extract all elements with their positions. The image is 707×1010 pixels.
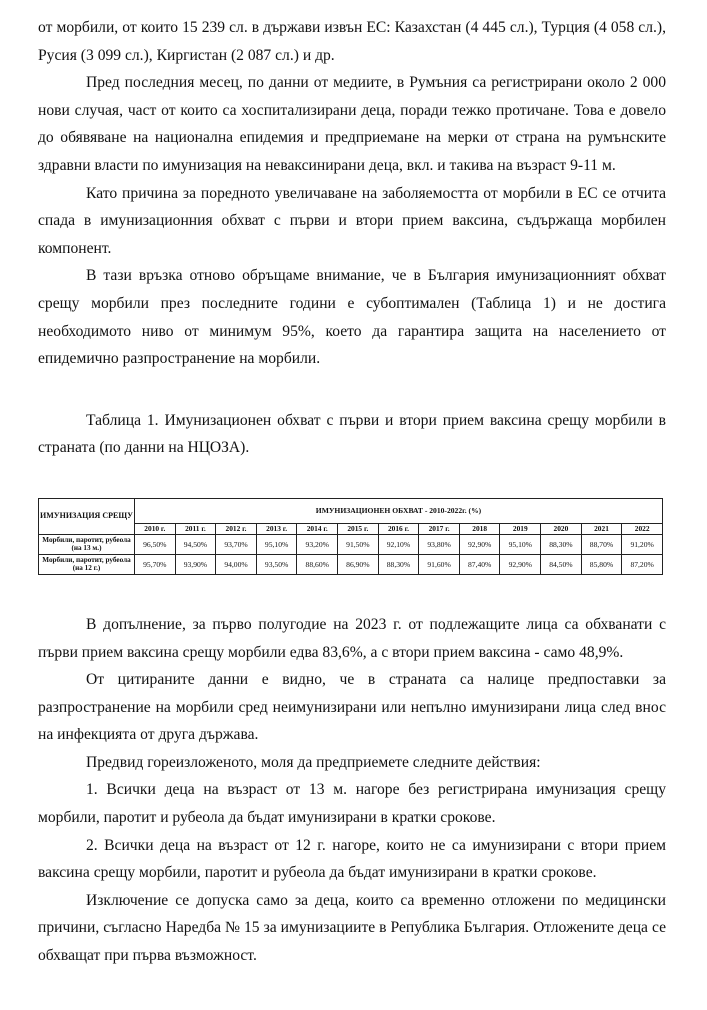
paragraph-risk: От цитираните данни е видно, че в страната са налице предпоставки за разпространение на морбили сред неимунизирани или непълно имунизирани лица след внос на инфекцията от друга държава. xyxy=(38,671,666,744)
group-header: ИМУНИЗАЦИОНЕН ОБХВАТ - 2010-2022г. (%) xyxy=(135,498,663,523)
table-cell: 88,60% xyxy=(297,554,338,574)
table-cell: 94,50% xyxy=(175,534,216,554)
paragraph-cause: Като причина за поредното увеличаване на заболяемостта от морбили в ЕС се отчита спада в имунизационния обхват с първи и втори прием ваксина, съдържаща морбилен компонент. xyxy=(38,184,666,257)
table-cell: 93,80% xyxy=(419,534,460,554)
action-item-1: 1. Всички деца на възраст от 13 м. нагоре без регистрирана имунизация срещу морбили, паротит и рубеола да бъдат имунизирани в кратки срокове. xyxy=(38,781,666,827)
year-header: 2015 г. xyxy=(338,523,379,534)
year-header: 2012 г. xyxy=(216,523,257,534)
paragraph-exception: Изключение се допуска само за деца, които са временно отложени по медицински причини, съгласно Наредба № 15 за имунизациите в Република България. Отложените деца се обхващат при първа възможност. xyxy=(38,891,666,965)
table-cell: 92,90% xyxy=(459,534,500,554)
year-header: 2014 г. xyxy=(297,523,338,534)
year-header: 2010 г. xyxy=(135,523,176,534)
table-cell: 87,40% xyxy=(459,554,500,574)
table-cell: 93,90% xyxy=(175,554,216,574)
paragraph-continuation: от морбили, от които 15 239 сл. в държави извън ЕС: Казахстан (4 445 сл.), Турция (4 058 сл.), Русия (3 099 сл.), Киргистан (2 087 сл.) и др. xyxy=(38,19,666,64)
table-cell: 91,60% xyxy=(419,554,460,574)
row-label: Морбили, паротит, рубеола (на 12 г.) xyxy=(39,554,135,574)
year-header: 2019 xyxy=(500,523,541,534)
year-header: 2016 г. xyxy=(378,523,419,534)
table-cell: 93,70% xyxy=(216,534,257,554)
table-cell: 93,50% xyxy=(256,554,297,574)
table-body xyxy=(39,534,663,574)
year-header: 2020 xyxy=(541,523,582,534)
year-header: 2022 xyxy=(622,523,663,534)
coverage-table xyxy=(38,498,663,575)
paragraph-bulgaria-coverage: В тази връзка отново обръщаме внимание, че в България имунизационният обхват срещу морбили през последните години е субоптимален (Таблица 1) и не достига необходимото ниво от минимум 95%, което да гарантира защита на населението от епидемично разпространение на морбили. xyxy=(38,267,666,368)
table-caption: Таблица 1. Имунизационен обхват с първи и втори прием ваксина срещу морбили в страната (по данни на НЦОЗА). xyxy=(38,411,666,457)
year-header: 2011 г. xyxy=(175,523,216,534)
table-cell: 88,70% xyxy=(581,534,622,554)
year-header: 2018 xyxy=(459,523,500,534)
table-cell: 88,30% xyxy=(541,534,582,554)
paragraph-actions-intro: Предвид гореизложеното, моля да предприемете следните действия: xyxy=(86,753,541,771)
table-cell: 87,20% xyxy=(622,554,663,574)
year-header: 2017 г. xyxy=(419,523,460,534)
row-label: Морбили, паротит, рубеола (на 13 м.) xyxy=(39,534,135,554)
paragraph-romania: Пред последния месец, по данни от медиите, в Румъния са регистрирани около 2 000 нови случая, част от които са хоспитализирани деца, поради тежко протичане. Това е довело до обявяване на национална епидемия и предприемане на мерки от страна на румънските здравни власти по имунизация на неваксинирани деца, вкл. и такива на възраст 9-11 м. xyxy=(38,74,666,174)
action-item-2: 2. Всички деца на възраст от 12 г. нагоре, които не са имунизирани с втори прием ваксина срещу морбили, паротит и рубеола да бъдат имунизирани в кратки срокове. xyxy=(38,836,666,882)
coverage-table-wrapper xyxy=(38,498,666,575)
table-cell: 94,00% xyxy=(216,554,257,574)
table-cell: 96,50% xyxy=(135,534,176,554)
table-cell: 91,20% xyxy=(622,534,663,554)
year-header: 2013 г. xyxy=(256,523,297,534)
year-header: 2021 xyxy=(581,523,622,534)
table-cell: 92,10% xyxy=(378,534,419,554)
table-row xyxy=(39,554,663,574)
table-cell: 93,20% xyxy=(297,534,338,554)
table-cell: 92,90% xyxy=(500,554,541,574)
table-cell: 91,50% xyxy=(338,534,379,554)
table-cell: 85,80% xyxy=(581,554,622,574)
corner-header: ИМУНИЗАЦИЯ СРЕЩУ xyxy=(39,498,135,534)
table-cell: 95,70% xyxy=(135,554,176,574)
table-cell: 95,10% xyxy=(500,534,541,554)
table-row xyxy=(39,534,663,554)
paragraph-2023: В допълнение, за първо полугодие на 2023 г. от подлежащите лица са обхванати с първи прием ваксина срещу морбили едва 83,6%, а с втори прием ваксина - само 48,9%. xyxy=(38,615,666,661)
table-cell: 88,30% xyxy=(378,554,419,574)
table-cell: 86,90% xyxy=(338,554,379,574)
table-header-row xyxy=(39,498,663,523)
table-cell: 84,50% xyxy=(541,554,582,574)
document-page xyxy=(38,14,666,970)
table-cell: 95,10% xyxy=(256,534,297,554)
